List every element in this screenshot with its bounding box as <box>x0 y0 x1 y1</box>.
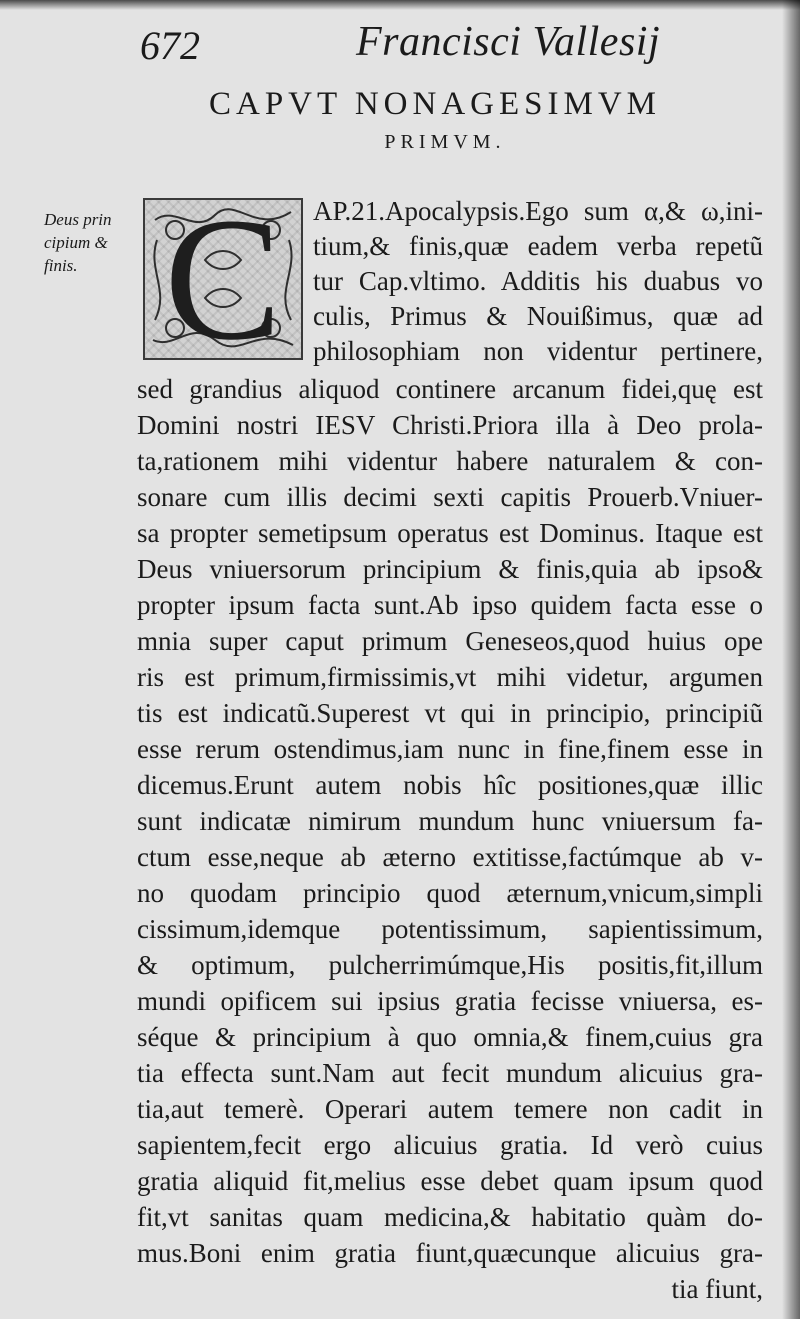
text-line: sed grandius aliquod continere arcanum fidei,quę est <box>137 374 763 404</box>
text-line: propter ipsum facta sunt.Ab ipso quidem facta esse o <box>137 590 763 620</box>
text-line: esse rerum ostendimus,iam nunc in fine,finem esse in <box>137 734 763 764</box>
text-line: tia effecta sunt.Nam aut fecit mundum alicuius gra- <box>137 1058 763 1088</box>
chapter-title-line-1: CAPVT NONAGESIMVM <box>208 86 661 122</box>
text-line: AP.21.Apocalypsis.Ego sum α,& ω,ini- <box>313 196 763 226</box>
text-line: mundi opificem sui ipsius gratia fecisse vniuersa, es- <box>137 986 763 1016</box>
running-title: Francisci Vallesij <box>356 19 661 65</box>
text-line: Domini nostri IESV Christi.Priora illa à Deo prola- <box>137 410 763 440</box>
text-line: sa propter semetipsum operatus est Dominus. Itaque est <box>137 518 763 548</box>
margin-note-line: finis. <box>44 256 78 275</box>
text-line: culis, Primus & Nouißimus, quæ ad <box>313 301 763 331</box>
chapter-title-line-2: PRIMVM. <box>384 131 506 153</box>
text-line: mnia super caput primum Geneseos,quod huius ope <box>137 626 763 656</box>
text-line: fit,vt sanitas quam medicina,& habitatio quàm do- <box>137 1202 763 1232</box>
text-line: Deus vniuersorum principium & finis,quia ab ipso& <box>137 554 763 584</box>
page-number: 672 <box>140 23 200 68</box>
text-line: ctum esse,neque ab æterno extitisse,factúmque ab v- <box>137 842 763 872</box>
text-line: philosophiam non videntur pertinere, <box>313 336 763 366</box>
text-line: séque & principium à quo omnia,& finem,cuius gra <box>137 1022 763 1052</box>
text-line: sonare cum illis decimi sexti capitis Prouerb.Vniuer- <box>137 482 763 512</box>
text-line: sunt indicatæ nimirum mundum hunc vniuersum fa- <box>137 806 763 836</box>
text-line: cissimum,idemque potentissimum, sapientissimum, <box>137 914 763 944</box>
text-line: tis est indicatũ.Superest vt qui in principio, principiũ <box>137 698 763 728</box>
text-line: no quodam principio quod æternum,vnicum,simpli <box>137 878 763 908</box>
margin-note-line: Deus prin <box>44 210 112 229</box>
text-line: tur Cap.vltimo. Additis his duabus vo <box>313 266 763 296</box>
margin-note-line: cipium & <box>44 233 108 252</box>
text-line: gratia aliquid fit,melius esse debet quam ipsum quod <box>137 1166 763 1196</box>
text-line: tia,aut temerè. Operari autem temere non cadit in <box>137 1094 763 1124</box>
text-line: tia fiunt, <box>671 1274 763 1304</box>
text-line: ris est primum,firmissimis,vt mihi videtur, argumen <box>137 662 763 692</box>
text-line: mus.Boni enim gratia fiunt,quæcunque alicuius gra- <box>137 1238 763 1268</box>
text-line: dicemus.Erunt autem nobis hîc positiones,quæ illic <box>137 770 763 800</box>
drop-cap-letter: C <box>164 198 282 360</box>
text-line: tium,& finis,quæ eadem verba repetũ <box>313 231 763 261</box>
text-line: & optimum, pulcherrimúmque,His positis,fit,illum <box>137 950 763 980</box>
text-line: sapientem,fecit ergo alicuius gratia. Id verò cuius <box>137 1130 763 1160</box>
text-line: ta,rationem mihi videntur habere naturalem & con- <box>137 446 763 476</box>
